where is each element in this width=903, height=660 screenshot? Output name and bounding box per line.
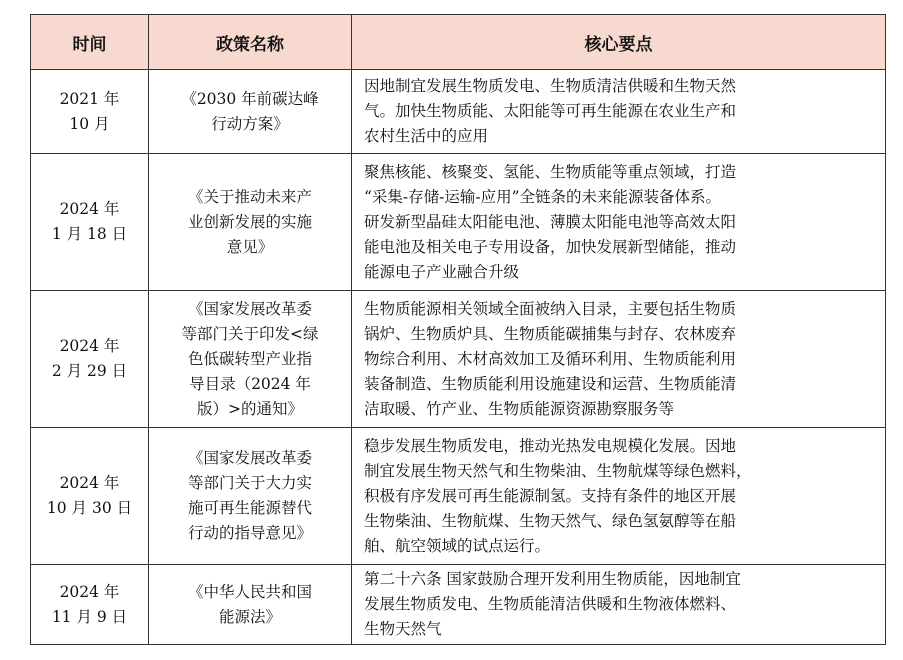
key-points-line: 装备制造、生物质能利用设施建设和运营、生物质能清 xyxy=(364,374,737,393)
table-row xyxy=(31,70,886,154)
policy-name-cell xyxy=(149,428,352,565)
key-points-line: 积极有序发展可再生能源制氢。支持有条件的地区开展 xyxy=(364,486,737,505)
key-points-line: 能电池及相关电子专用设备，加快发展新型储能，推动 xyxy=(364,237,737,256)
policy-name-line: 等部门关于印发<绿 xyxy=(181,324,319,343)
time-line: 2 月 29 日 xyxy=(51,362,128,380)
policy-name-line: 行动方案》 xyxy=(211,114,289,133)
header-policy-name: 政策名称 xyxy=(149,15,352,70)
key-points-line: 生物天然气 xyxy=(364,620,442,638)
key-points-line: 农村生活中的应用 xyxy=(364,127,489,145)
table-header-row xyxy=(31,15,886,70)
time-cell xyxy=(31,565,149,645)
key-points-line: 洁取暖、竹产业、生物质能源资源勘察服务等 xyxy=(364,399,675,418)
policy-table-container xyxy=(30,14,886,645)
policy-name-cell xyxy=(149,565,352,645)
key-points-line: 研发新型晶硅太阳能电池、薄膜太阳能电池等高效太阳 xyxy=(364,212,737,231)
time-cell xyxy=(31,154,149,291)
policy-name-line: 行动的指导意见》 xyxy=(187,524,312,542)
key-points-cell xyxy=(352,428,886,565)
key-points-line: 锅炉、生物质炉具、生物质能碳捕集与封存、农林废弃 xyxy=(364,324,737,343)
policy-name-cell xyxy=(149,154,352,291)
time-cell xyxy=(31,291,149,428)
policy-name-line: 施可再生能源替代 xyxy=(187,499,312,517)
header-time: 时间 xyxy=(31,15,149,70)
policy-name-line: 《中华人民共和国 xyxy=(187,582,312,601)
time-line: 10 月 30 日 xyxy=(46,499,133,517)
table-row xyxy=(31,291,886,428)
key-points-line: 物综合利用、木材高效加工及循环利用、生物质能利用 xyxy=(364,349,737,368)
key-points-line: 舶、航空领域的试点运行。 xyxy=(364,536,551,555)
time-cell xyxy=(31,428,149,565)
key-points-line: 聚焦核能、核聚变、氢能、生物质能等重点领域，打造 xyxy=(364,162,737,181)
time-line: 2021 年 xyxy=(59,89,120,108)
key-points-line: “采集-存储-运输-应用”全链条的未来能源装备体系。 xyxy=(364,187,722,206)
time-line: 11 月 9 日 xyxy=(51,607,128,626)
policy-name-cell xyxy=(149,291,352,428)
policy-name-line: 等部门关于大力实 xyxy=(187,474,312,492)
policy-name-line: 《国家发展改革委 xyxy=(187,299,312,318)
key-points-line: 气。加快生物质能、太阳能等可再生能源在农业生产和 xyxy=(364,102,737,120)
key-points-cell xyxy=(352,154,886,291)
policy-name-line: 版）>的通知》 xyxy=(197,399,303,418)
policy-name-cell xyxy=(149,70,352,154)
policy-table xyxy=(30,14,886,645)
key-points-line: 第二十六条 国家鼓励合理开发利用生物质能，因地制宜 xyxy=(364,570,741,588)
policy-name-line: 能源法》 xyxy=(218,607,281,626)
policy-name-line: 色低碳转型产业指 xyxy=(187,349,312,368)
policy-name-line: 《国家发展改革委 xyxy=(187,449,312,467)
time-cell xyxy=(31,70,149,154)
key-points-cell xyxy=(352,70,886,154)
time-line: 1 月 18 日 xyxy=(51,225,128,243)
key-points-line: 制宜发展生物天然气和生物柴油、生物航煤等绿色燃料， xyxy=(364,461,752,480)
table-row xyxy=(31,565,886,645)
time-line: 2024 年 xyxy=(59,582,120,601)
header-key-points: 核心要点 xyxy=(352,15,886,70)
key-points-cell xyxy=(352,291,886,428)
policy-name-line: 《2030 年前碳达峰 xyxy=(181,89,319,108)
time-line: 2024 年 xyxy=(59,200,120,218)
key-points-line: 能源电子产业融合升级 xyxy=(364,262,520,281)
policy-name-line: 《关于推动未来产 xyxy=(187,187,312,206)
key-points-line: 生物柴油、生物航煤、生物天然气、绿色氢氨醇等在船 xyxy=(364,511,737,530)
key-points-line: 稳步发展生物质发电，推动光热发电规模化发展。因地 xyxy=(364,436,737,455)
key-points-line: 因地制宜发展生物质发电、生物质清洁供暖和生物天然 xyxy=(364,77,737,95)
table-row xyxy=(31,428,886,565)
policy-name-line: 意见》 xyxy=(226,237,274,256)
policy-name-line: 业创新发展的实施 xyxy=(187,212,312,231)
table-row xyxy=(31,154,886,291)
policy-name-line: 导目录（2024 年 xyxy=(189,374,311,393)
key-points-cell xyxy=(352,565,886,645)
key-points-line: 发展生物质发电、生物质能清洁供暖和生物液体燃料、 xyxy=(364,595,737,613)
time-line: 2024 年 xyxy=(59,337,120,355)
time-line: 2024 年 xyxy=(59,474,120,492)
key-points-line: 生物质能源相关领域全面被纳入目录，主要包括生物质 xyxy=(364,299,737,318)
time-line: 10 月 xyxy=(69,114,110,133)
